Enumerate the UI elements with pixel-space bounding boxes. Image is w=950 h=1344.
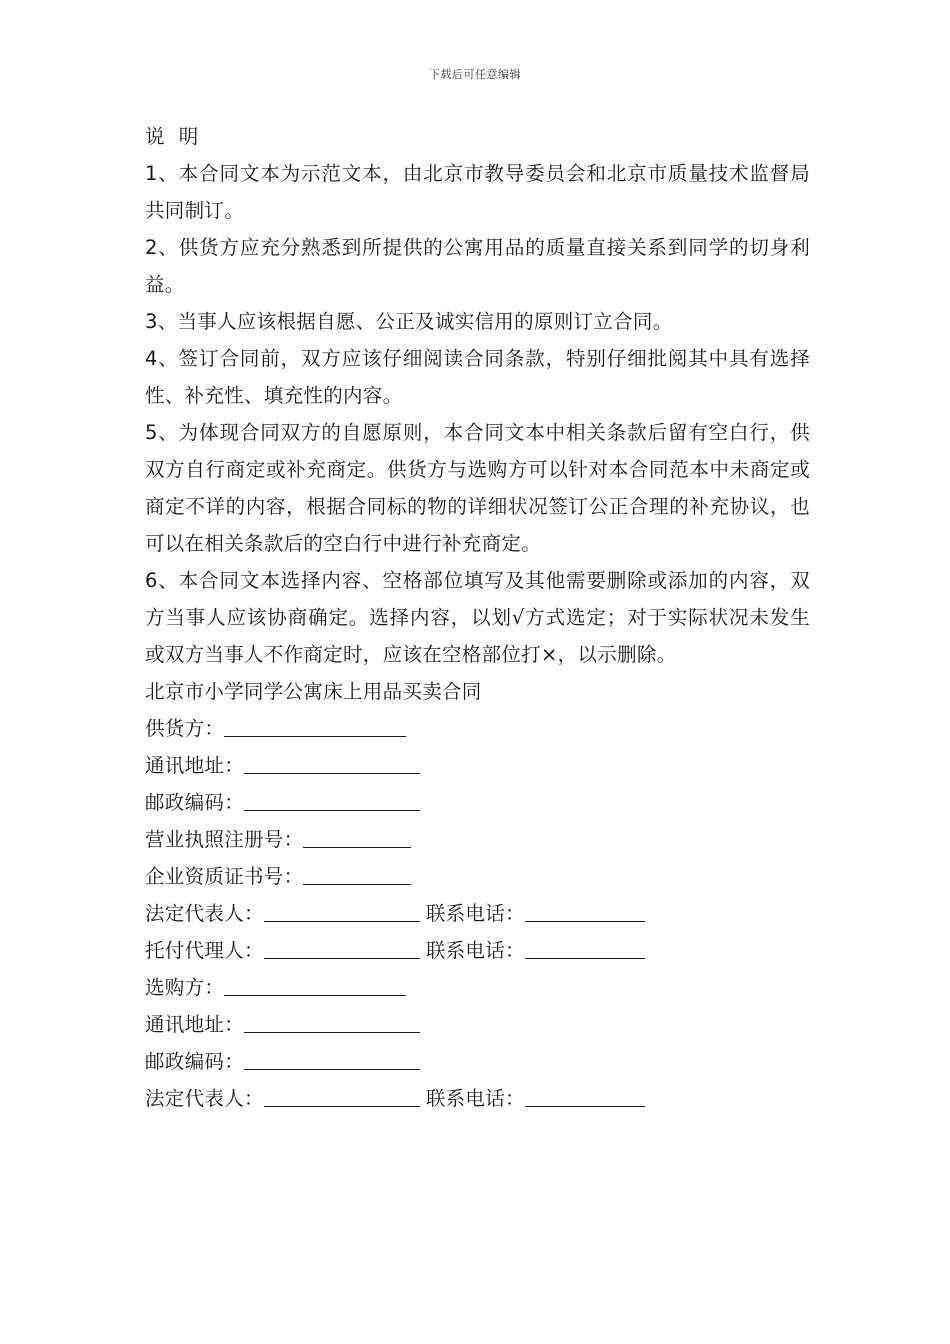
buyer-legal-rep-phone-label: 联系电话： [425,1087,525,1110]
supplier-row [145,710,810,747]
buyer-postcode-row [145,1043,810,1080]
supplier-agent-phone-label: 联系电话： [425,939,525,962]
buyer-blank[interactable] [224,975,406,996]
buyer-legal-rep-label: 法定代表人： [145,1087,264,1110]
supplier-blank[interactable] [224,716,406,737]
business-license-row [145,821,810,858]
supplier-postcode-row [145,784,810,821]
supplier-postcode-label: 邮政编码： [145,791,245,814]
buyer-legal-rep-row [145,1080,810,1117]
qualification-cert-label: 企业资质证书号： [145,865,304,888]
business-license-label: 营业执照注册号： [145,828,304,851]
business-license-blank[interactable] [303,827,411,848]
qualification-cert-blank[interactable] [303,864,411,885]
supplier-postcode-blank[interactable] [244,790,420,811]
instruction-item-2: 2、供货方应充分熟悉到所提供的公寓用品的质量直接关系到同学的切身利益。 [145,236,810,296]
supplier-address-row [145,747,810,784]
contract-title: 北京市小学同学公寓床上用品买卖合同 [145,680,482,703]
supplier-legal-rep-phone-blank[interactable] [525,901,645,922]
supplier-agent-phone-blank[interactable] [525,938,645,959]
buyer-address-label: 通讯地址： [145,1013,245,1036]
buyer-legal-rep-blank[interactable] [264,1086,420,1107]
supplier-legal-rep-phone-label: 联系电话： [425,902,525,925]
buyer-postcode-label: 邮政编码： [145,1050,245,1073]
supplier-address-label: 通讯地址： [145,754,245,777]
instruction-item-6: 6、本合同文本选择内容、空格部位填写及其他需要删除或添加的内容，双方当事人应该协商确定。选择内容，以划√方式选定；对于实际状况未发生或双方当事人不作商定时，应该在空格部位打×，以示删除。 [145,569,810,666]
supplier-legal-rep-row [145,895,810,932]
supplier-legal-rep-blank[interactable] [264,901,420,922]
supplier-address-blank[interactable] [244,753,420,774]
section-heading: 说 明 [145,125,203,148]
instruction-item-5: 5、为体现合同双方的自愿原则，本合同文本中相关条款后留有空白行，供双方自行商定或补充商定。供货方与选购方可以针对本合同范本中未商定或商定不详的内容，根据合同标的物的详细状况签订公正合理的补充协议，也可以在相关条款后的空白行中进行补充商定。 [145,421,810,555]
instruction-item-1: 1、本合同文本为示范文本，由北京市教导委员会和北京市质量技术监督局共同制订。 [145,162,810,222]
buyer-label: 选购方： [145,976,225,999]
supplier-agent-row [145,932,810,969]
instruction-item-4: 4、签订合同前，双方应该仔细阅读合同条款，特别仔细批阅其中具有选择性、补充性、填充性的内容。 [145,347,810,407]
supplier-agent-blank[interactable] [264,938,420,959]
buyer-postcode-blank[interactable] [244,1049,420,1070]
buyer-address-blank[interactable] [244,1012,420,1033]
supplier-agent-label: 托付代理人： [145,939,264,962]
buyer-row [145,969,810,1006]
buyer-address-row [145,1006,810,1043]
supplier-label: 供货方： [145,717,225,740]
buyer-legal-rep-phone-blank[interactable] [525,1086,645,1107]
qualification-cert-row [145,858,810,895]
header-note: 下载后可任意编辑 [429,68,521,81]
instruction-item-3: 3、当事人应该根据自愿、公正及诚实信用的原则订立合同。 [145,310,673,333]
document-body [145,118,810,1117]
supplier-legal-rep-label: 法定代表人： [145,902,264,925]
